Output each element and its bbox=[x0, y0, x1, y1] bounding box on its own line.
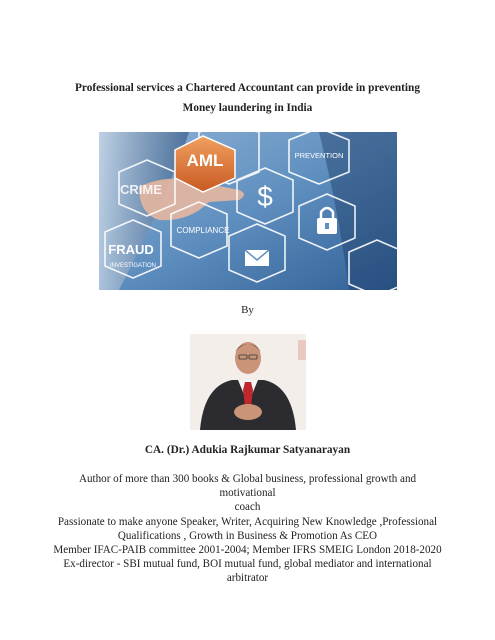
investigation-label: INVESTIGATION bbox=[110, 263, 156, 269]
compliance-label: COMPLIANCE bbox=[176, 226, 230, 235]
bio-line: Passionate to make anyone Speaker, Writer, Acquiring New Knowledge ,Professional bbox=[57, 515, 438, 528]
document-title-line-2: Money laundering in India bbox=[182, 102, 313, 114]
bio-line: Author of more than 300 books & Global business, professional growth and motivational bbox=[78, 473, 417, 500]
bio-line: arbitrator bbox=[226, 572, 269, 585]
prevention-label: PREVENTION bbox=[294, 151, 344, 160]
envelope-icon bbox=[245, 250, 269, 266]
by-label: By bbox=[241, 304, 254, 316]
fraud-label: FRAUD bbox=[108, 242, 154, 257]
crime-label: CRIME bbox=[120, 182, 162, 197]
author-photo bbox=[190, 334, 306, 430]
aml-banner-image bbox=[99, 132, 397, 290]
bio-line: coach bbox=[234, 501, 261, 514]
bio-line: Qualifications , Growth in Business & Promotion As CEO bbox=[117, 529, 378, 542]
author-name: CA. (Dr.) Adukia Rajkumar Satyanarayan bbox=[144, 444, 351, 456]
document-title-line-1: Professional services a Chartered Accountant can provide in preventing bbox=[75, 82, 420, 94]
bio-line: Ex-director - SBI mutual fund, BOI mutual fund, global mediator and international bbox=[63, 558, 432, 571]
svg-text:$: $ bbox=[257, 181, 273, 212]
author-bio bbox=[50, 472, 445, 586]
aml-label: AML bbox=[186, 151, 224, 170]
dollar-icon bbox=[257, 181, 273, 212]
bio-line: Member IFAC-PAIB committee 2001-2004; Member IFRS SMEIG London 2018-2020 bbox=[53, 544, 442, 557]
